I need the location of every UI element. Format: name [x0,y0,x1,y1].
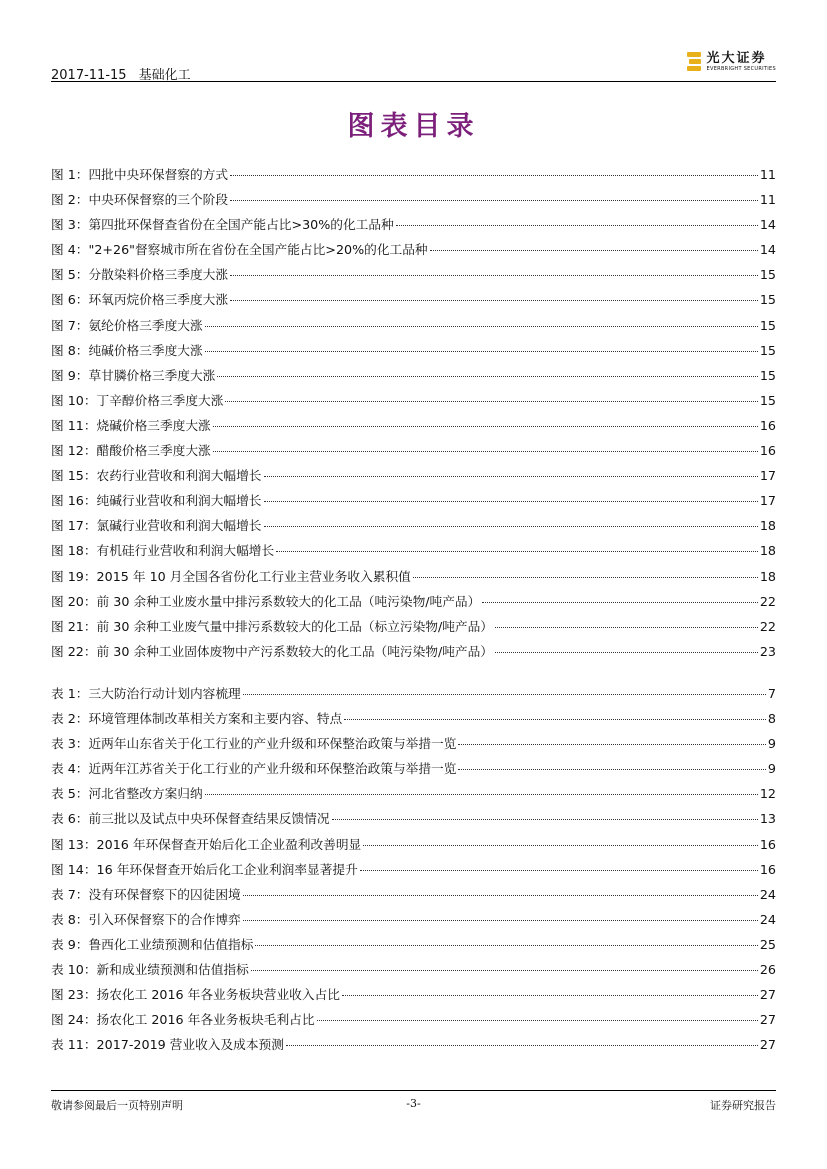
toc-entry[interactable] [51,1009,776,1034]
toc-entry[interactable] [51,390,776,415]
toc-entry-page: 26 [759,962,776,978]
toc-entry-page: 16 [759,836,776,852]
dot-leader [230,275,758,276]
dot-leader [363,845,758,846]
toc-entry-label: 表 4：近两年江苏省关于化工行业的产业升级和环保整治政策与举措一览 [51,761,457,777]
toc-entry-label: 图 8：纯碱价格三季度大涨 [51,342,203,358]
toc-entry-label: 图 24：扬农化工 2016 年各业务板块毛利占比 [51,1012,315,1028]
dot-leader [225,401,757,402]
toc-entry-label: 表 1：三大防治行动计划内容梳理 [51,686,241,701]
toc-entry[interactable] [51,164,776,189]
dot-leader [230,175,758,176]
toc-entry-page: 22 [759,618,776,634]
dot-leader [205,326,758,327]
toc-entry-label: 图 21：前 30 余种工业废气量中排污系数较大的化工品（标立污染物/吨产品） [51,618,493,634]
toc-entry[interactable] [51,834,776,859]
disclaimer-note: 敬请参阅最后一页特别声明 [51,1099,183,1112]
report-sector: 基础化工 [138,68,191,83]
dot-leader [317,1020,758,1021]
toc-entry-page: 14 [759,217,776,233]
toc-entry-label: 表 2：环境管理体制改革相关方案和主要内容、特点 [51,711,343,727]
toc-entry-page: 11 [759,167,776,182]
page-footer [51,1097,776,1113]
toc-entry-page: 18 [759,518,776,534]
toc-entry-page: 24 [759,886,776,902]
toc-entry-page: 11 [759,192,776,208]
toc-entry[interactable] [51,340,776,365]
toc-entry-page: 7 [767,686,776,701]
toc-entry-label: 表 5：河北省整改方案归纳 [51,786,203,802]
toc-entry-page: 17 [759,493,776,509]
dot-leader [482,602,758,603]
toc-entry[interactable] [51,440,776,465]
dot-leader [458,744,766,745]
toc-entry-page: 15 [759,392,776,408]
toc-entry-page: 18 [759,568,776,584]
toc-entry[interactable] [51,515,776,540]
toc-entry-label: 表 6：前三批以及试点中央环保督查结果反馈情况 [51,811,330,827]
table-list [51,683,776,1059]
toc-entry-page: 22 [759,593,776,609]
toc-entry-page: 27 [759,987,776,1003]
toc-entry-page: 24 [759,911,776,927]
dot-leader [264,476,758,477]
toc-entry-page: 8 [767,711,776,727]
toc-entry-label: 图 7：氨纶价格三季度大涨 [51,317,203,333]
dot-leader [413,577,758,578]
toc-entry-page: 25 [759,936,776,952]
toc-entry-label: 图 3：第四批环保督查省份在全国产能占比>30%的化工品种 [51,217,394,233]
toc-entry[interactable] [51,591,776,616]
dot-leader [396,225,758,226]
toc-entry-page: 27 [759,1037,776,1053]
dot-leader [243,694,766,695]
toc-entry[interactable] [51,214,776,239]
dot-leader [495,652,758,653]
toc-entry-label: 图 11：烧碱价格三季度大涨 [51,417,211,433]
logo-name-cn: 光大证券 [706,51,767,66]
toc-entry-page: 23 [759,643,776,659]
toc-entry-label: 图 5：分散染料价格三季度大涨 [51,267,229,283]
toc-entry-page: 18 [759,543,776,559]
dot-leader [264,526,758,527]
toc-entry[interactable] [51,189,776,214]
toc-entry-label: 图 4："2+26"督察城市所在省份在全国产能占比>20%的化工品种 [51,242,428,258]
toc-entry-label: 图 13：2016 年环保督查开始后化工企业盈利改善明显 [51,836,362,852]
toc-entry-label: 图 6：环氧丙烷价格三季度大涨 [51,292,229,308]
toc-entry-page: 15 [759,367,776,383]
toc-entry-page: 16 [759,861,776,877]
page-number: -3- [406,1097,421,1110]
toc-entry[interactable] [51,859,776,884]
toc-entry-page: 16 [759,443,776,459]
toc-entry[interactable] [51,540,776,565]
dot-leader [360,870,758,871]
dot-leader [342,995,758,996]
toc-entry-page: 27 [759,1012,776,1028]
toc-entry-page: 15 [759,292,776,308]
toc-entry-page: 17 [759,468,776,484]
toc-entry[interactable] [51,289,776,314]
toc-entry-label: 表 7：没有环保督察下的囚徒困境 [51,886,241,902]
toc-entry[interactable] [51,758,776,783]
toc-entry[interactable] [51,733,776,758]
dot-leader [217,376,757,377]
toc-entry[interactable] [51,984,776,1009]
toc-entry-label: 图 2：中央环保督察的三个阶段 [51,192,229,208]
toc-entry[interactable] [51,909,776,934]
toc-entry-label: 表 8：引入环保督察下的合作博弈 [51,911,241,927]
toc-entry-page: 13 [759,811,776,827]
toc-entry-label: 表 10：新和成业绩预测和估值指标 [51,962,249,978]
figure-list [51,164,776,666]
report-type: 证券研究报告 [710,1099,776,1112]
toc-entry[interactable] [51,708,776,733]
header-divider [51,81,776,82]
toc-entry[interactable] [51,808,776,833]
dot-leader [213,426,758,427]
toc-entry-label: 图 20：前 30 余种工业废水量中排污系数较大的化工品（吨污染物/吨产品） [51,593,481,609]
toc-entry[interactable] [51,884,776,909]
toc-entry-page: 9 [767,736,776,752]
toc-entry[interactable] [51,683,776,708]
dot-leader [205,351,758,352]
dot-leader [495,627,758,628]
footer-divider [51,1090,776,1091]
toc-entry-page: 16 [759,417,776,433]
dot-leader [205,794,758,795]
toc-entry[interactable] [51,264,776,289]
toc-entry-page: 9 [767,761,776,777]
toc-entry[interactable] [51,959,776,984]
toc-entry-label: 图 10：丁辛醇价格三季度大涨 [51,392,224,408]
toc-entry-label: 图 23：扬农化工 2016 年各业务板块营业收入占比 [51,987,340,1003]
toc-entry-page: 15 [759,317,776,333]
toc-entry[interactable] [51,365,776,390]
dot-leader [344,719,766,720]
toc-entry[interactable] [51,783,776,808]
dot-leader [458,769,766,770]
dot-leader [255,945,757,946]
logo-mark-icon [687,52,701,72]
dot-leader [276,551,758,552]
toc-entry[interactable] [51,566,776,591]
toc-entry-label: 图 9：草甘膦价格三季度大涨 [51,367,216,383]
toc-entry-label: 图 15：农药行业营收和利润大幅增长 [51,468,262,484]
toc-entry[interactable] [51,465,776,490]
toc-entry-label: 图 12：醋酸价格三季度大涨 [51,443,211,459]
toc-entry-label: 图 17：氯碱行业营收和利润大幅增长 [51,518,262,534]
dot-leader [243,895,758,896]
toc-entry-label: 表 3：近两年山东省关于化工行业的产业升级和环保整治政策与举措一览 [51,736,457,752]
dot-leader [286,1045,758,1046]
page-title: 图表目录 [347,111,480,142]
dot-leader [251,970,758,971]
toc-entry-label: 图 16：纯碱行业营收和利润大幅增长 [51,493,262,509]
page-header [51,52,776,82]
toc-entry[interactable] [51,1034,776,1059]
dot-leader [430,250,758,251]
toc-entry-label: 表 9：鲁西化工业绩预测和估值指标 [51,936,254,952]
company-logo [687,52,776,72]
dot-leader [230,200,758,201]
toc-entry-label: 图 18：有机硅行业营收和利润大幅增长 [51,543,275,559]
toc-entry-label: 图 1：四批中央环保督察的方式 [51,167,229,182]
toc-entry-label: 图 22：前 30 余种工业固体废物中产污系数较大的化工品（吨污染物/吨产品） [51,643,493,659]
toc-entry-page: 15 [759,342,776,358]
dot-leader [243,920,758,921]
toc-entry-label: 图 14：16 年环保督查开始后化工企业利润率显著提升 [51,861,358,877]
toc-entry-label: 图 19：2015 年 10 月全国各省份化工行业主营业务收入累积值 [51,568,411,584]
toc-entry-page: 15 [759,267,776,283]
dot-leader [264,501,758,502]
dot-leader [230,300,758,301]
toc-entry[interactable] [51,415,776,440]
toc-entry[interactable] [51,616,776,641]
toc-entry-label: 表 11：2017-2019 营业收入及成本预测 [51,1037,284,1053]
dot-leader [332,819,758,820]
report-date: 2017-11-15 [51,68,127,83]
dot-leader [213,451,758,452]
toc-entry[interactable] [51,641,776,666]
logo-name-en: EVERBRIGHT SECURITIES [706,66,776,72]
toc-entry-page: 12 [759,786,776,802]
toc-entry[interactable] [51,315,776,340]
toc-entry[interactable] [51,490,776,515]
toc-entry-page: 14 [759,242,776,258]
toc-entry[interactable] [51,239,776,264]
toc-entry[interactable] [51,934,776,959]
